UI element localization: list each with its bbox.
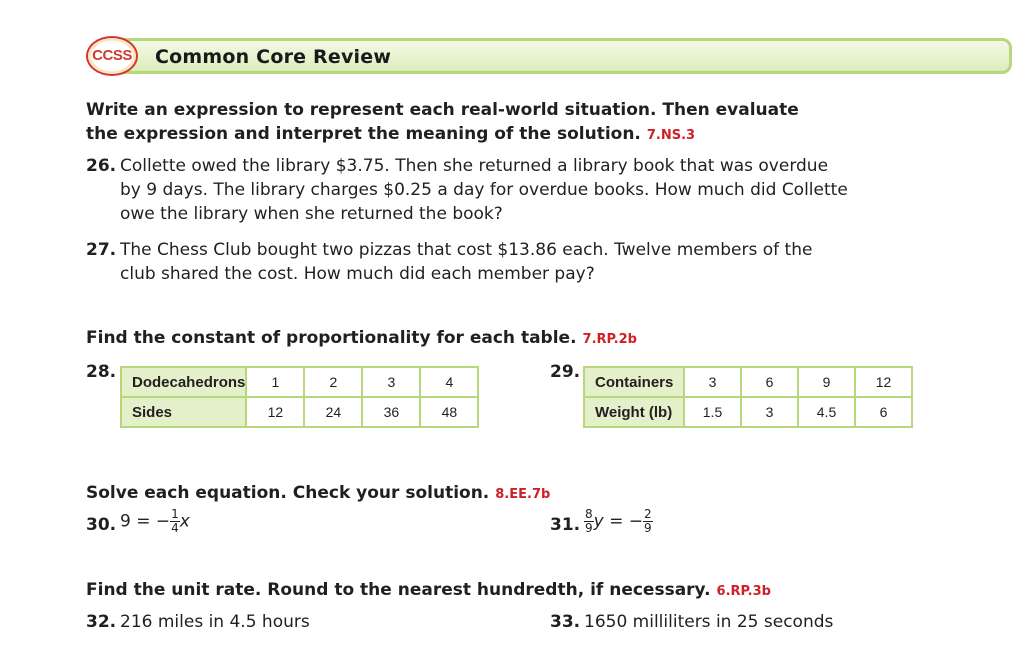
section1-heading-line2: the expression and interpret the meaning of the solution. 7.NS.3	[86, 124, 696, 144]
section4-heading: Find the unit rate. Round to the nearest hundredth, if necessary. 6.RP.3b	[86, 580, 771, 600]
problem-27-text: The Chess Club bought two pizzas that cost $13.86 each. Twelve members of the club shared the cost. How much did each member pay?	[120, 240, 813, 284]
equation-31: $\frac{8}{9}$ y = − $\frac{2}{9}$	[585, 507, 652, 535]
table-cell: 12	[855, 367, 912, 397]
table-cell: 4.5	[798, 397, 855, 427]
table-cell: 1.5	[684, 397, 741, 427]
table-cell: 4	[420, 367, 478, 397]
problem-26-text: Collette owed the library $3.75. Then she returned a library book that was overdue by 9 days. The library charges $0.25 a day for overdue books. How much did Collette owe the library when she returned the book?	[120, 156, 848, 224]
problem-number: 28.	[86, 362, 117, 382]
table-29	[583, 366, 913, 428]
problem-number: 26.	[86, 156, 117, 176]
table-row	[121, 367, 478, 397]
table-cell: 3	[362, 367, 420, 397]
standard-tag: 6.RP.3b	[716, 584, 771, 599]
table-cell: 24	[304, 397, 362, 427]
equation-30: 9 = − $\frac{1}{4}$ x	[120, 507, 190, 535]
ccss-badge-icon: CCSS	[86, 36, 138, 76]
table-28	[120, 366, 479, 428]
problem-number: 29.	[550, 362, 581, 382]
standard-tag: 7.RP.2b	[582, 332, 637, 347]
table-cell: 6	[855, 397, 912, 427]
table-cell: 3	[684, 367, 741, 397]
row-label: Sides	[121, 397, 246, 427]
problem-32-text: 216 miles in 4.5 hours	[120, 612, 310, 632]
fraction: $\frac{2}{9}$	[644, 507, 652, 535]
standard-tag: 7.NS.3	[646, 128, 696, 143]
table-cell: 1	[246, 367, 304, 397]
fraction: $\frac{1}{4}$	[171, 507, 179, 535]
row-label: Containers	[584, 367, 684, 397]
section3-heading: Solve each equation. Check your solution. 8.EE.7b	[86, 483, 551, 503]
problem-number: 31.	[550, 515, 581, 535]
standard-tag: 8.EE.7b	[495, 487, 551, 502]
fraction: $\frac{8}{9}$	[585, 507, 593, 535]
problem-33-text: 1650 milliliters in 25 seconds	[584, 612, 834, 632]
table-row	[584, 397, 912, 427]
table-cell: 36	[362, 397, 420, 427]
table-row	[121, 397, 478, 427]
row-label: Dodecahedrons	[121, 367, 246, 397]
problem-number: 27.	[86, 240, 117, 260]
section1-heading-line1: Write an expression to represent each real-world situation. Then evaluate	[86, 100, 799, 120]
row-label: Weight (lb)	[584, 397, 684, 427]
table-cell: 48	[420, 397, 478, 427]
section2-heading: Find the constant of proportionality for each table. 7.RP.2b	[86, 328, 637, 348]
table-cell: 3	[741, 397, 798, 427]
table-cell: 6	[741, 367, 798, 397]
table-cell: 9	[798, 367, 855, 397]
table-row	[584, 367, 912, 397]
problem-number: 32.	[86, 612, 117, 632]
banner-title: Common Core Review	[155, 46, 392, 68]
table-cell: 12	[246, 397, 304, 427]
table-cell: 2	[304, 367, 362, 397]
problem-number: 33.	[550, 612, 581, 632]
problem-number: 30.	[86, 515, 117, 535]
